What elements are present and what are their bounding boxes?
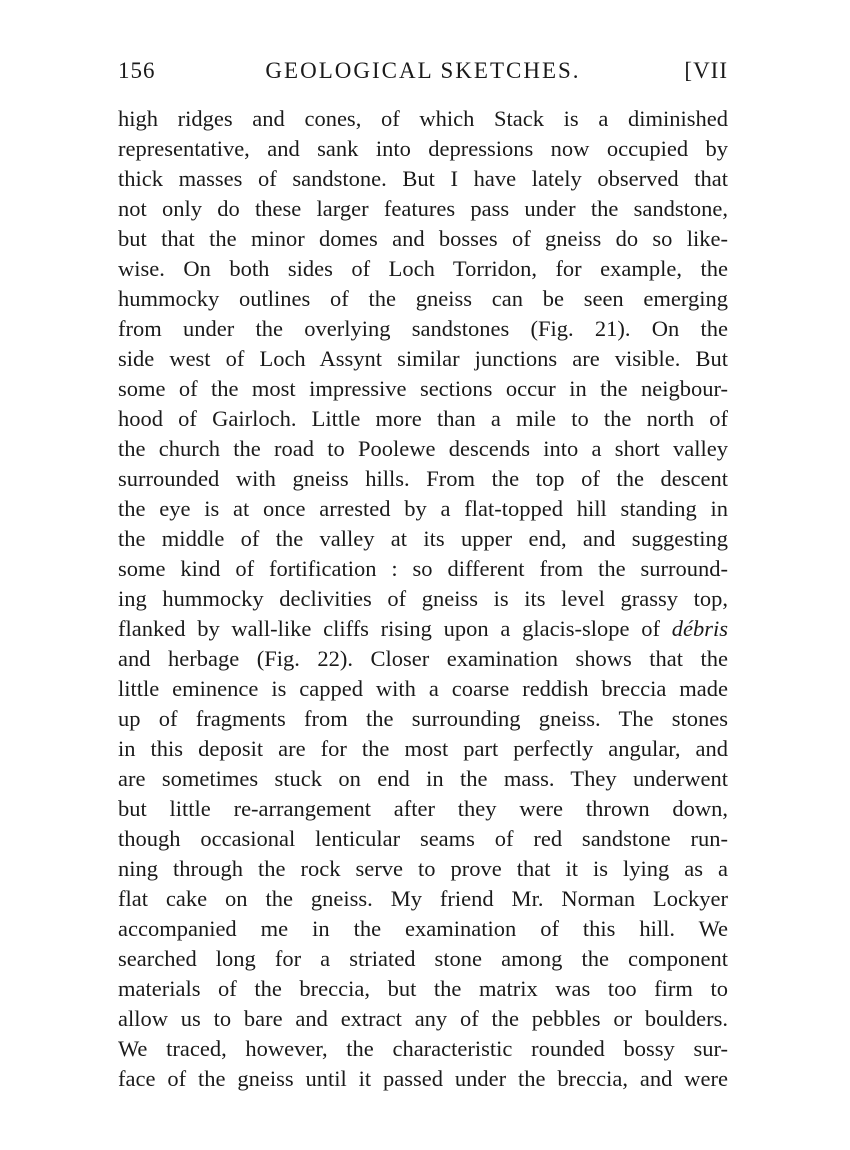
text-line: representative, and sank into depressions now occupied by <box>118 136 728 161</box>
text-line: We traced, however, the characteristic rounded bossy sur- <box>118 1036 728 1061</box>
text-line: side west of Loch Assynt similar junctions are visible. But <box>118 346 728 371</box>
italic-word: débris <box>671 616 728 641</box>
text-line-segment: flanked by wall-like cliffs rising upon a glacis-slope of <box>118 616 661 641</box>
text-line: and herbage (Fig. 22). Closer examination shows that the <box>118 646 728 671</box>
text-line: some of the most impressive sections occur in the neigbour- <box>118 376 728 401</box>
running-title: GEOLOGICAL SKETCHES. <box>265 58 581 83</box>
text-line: ing hummocky declivities of gneiss is its level grassy top, <box>118 586 728 611</box>
text-line: hood of Gairloch. Little more than a mile to the north of <box>118 406 728 431</box>
text-line: from under the overlying sandstones (Fig. 21). On the <box>118 316 728 341</box>
text-line: little eminence is capped with a coarse reddish breccia made <box>118 676 728 701</box>
text-line: in this deposit are for the most part perfectly angular, and <box>118 736 728 761</box>
text-line: high ridges and cones, of which Stack is a diminished <box>118 106 728 131</box>
text-line: though occasional lenticular seams of red sandstone run- <box>118 826 728 851</box>
text-line: searched long for a striated stone among the component <box>118 946 728 971</box>
page-number: 156 <box>118 58 156 83</box>
text-line: materials of the breccia, but the matrix was too firm to <box>118 976 728 1001</box>
text-line: surrounded with gneiss hills. From the top of the descent <box>118 466 728 491</box>
text-line: up of fragments from the surrounding gneiss. The stones <box>118 706 728 731</box>
text-line: allow us to bare and extract any of the pebbles or boulders. <box>118 1006 728 1031</box>
text-line: accompanied me in the examination of this hill. We <box>118 916 728 941</box>
text-line: some kind of fortification : so different from the surround- <box>118 556 728 581</box>
text-line: wise. On both sides of Loch Torridon, for example, the <box>118 256 728 281</box>
text-line: but little re-arrangement after they were thrown down, <box>118 796 728 821</box>
text-line: ning through the rock serve to prove that it is lying as a <box>118 856 728 881</box>
body-text <box>118 104 728 1094</box>
text-line: not only do these larger features pass under the sandstone, <box>118 196 728 221</box>
text-line: face of the gneiss until it passed under the breccia, and were <box>118 1066 728 1091</box>
text-line: the middle of the valley at its upper end, and suggesting <box>118 526 728 551</box>
text-line-with-italic <box>118 614 728 644</box>
running-head <box>118 58 728 92</box>
text-line: the eye is at once arrested by a flat-topped hill standing in <box>118 496 728 521</box>
text-line: are sometimes stuck on end in the mass. They underwent <box>118 766 728 791</box>
text-line: flat cake on the gneiss. My friend Mr. Norman Lockyer <box>118 886 728 911</box>
text-line: thick masses of sandstone. But I have lately observed that <box>118 166 728 191</box>
text-line: but that the minor domes and bosses of gneiss do so like- <box>118 226 728 251</box>
section-marker: [VII <box>684 58 728 83</box>
text-line: the church the road to Poolewe descends into a short valley <box>118 436 728 461</box>
text-line: hummocky outlines of the gneiss can be seen emerging <box>118 286 728 311</box>
